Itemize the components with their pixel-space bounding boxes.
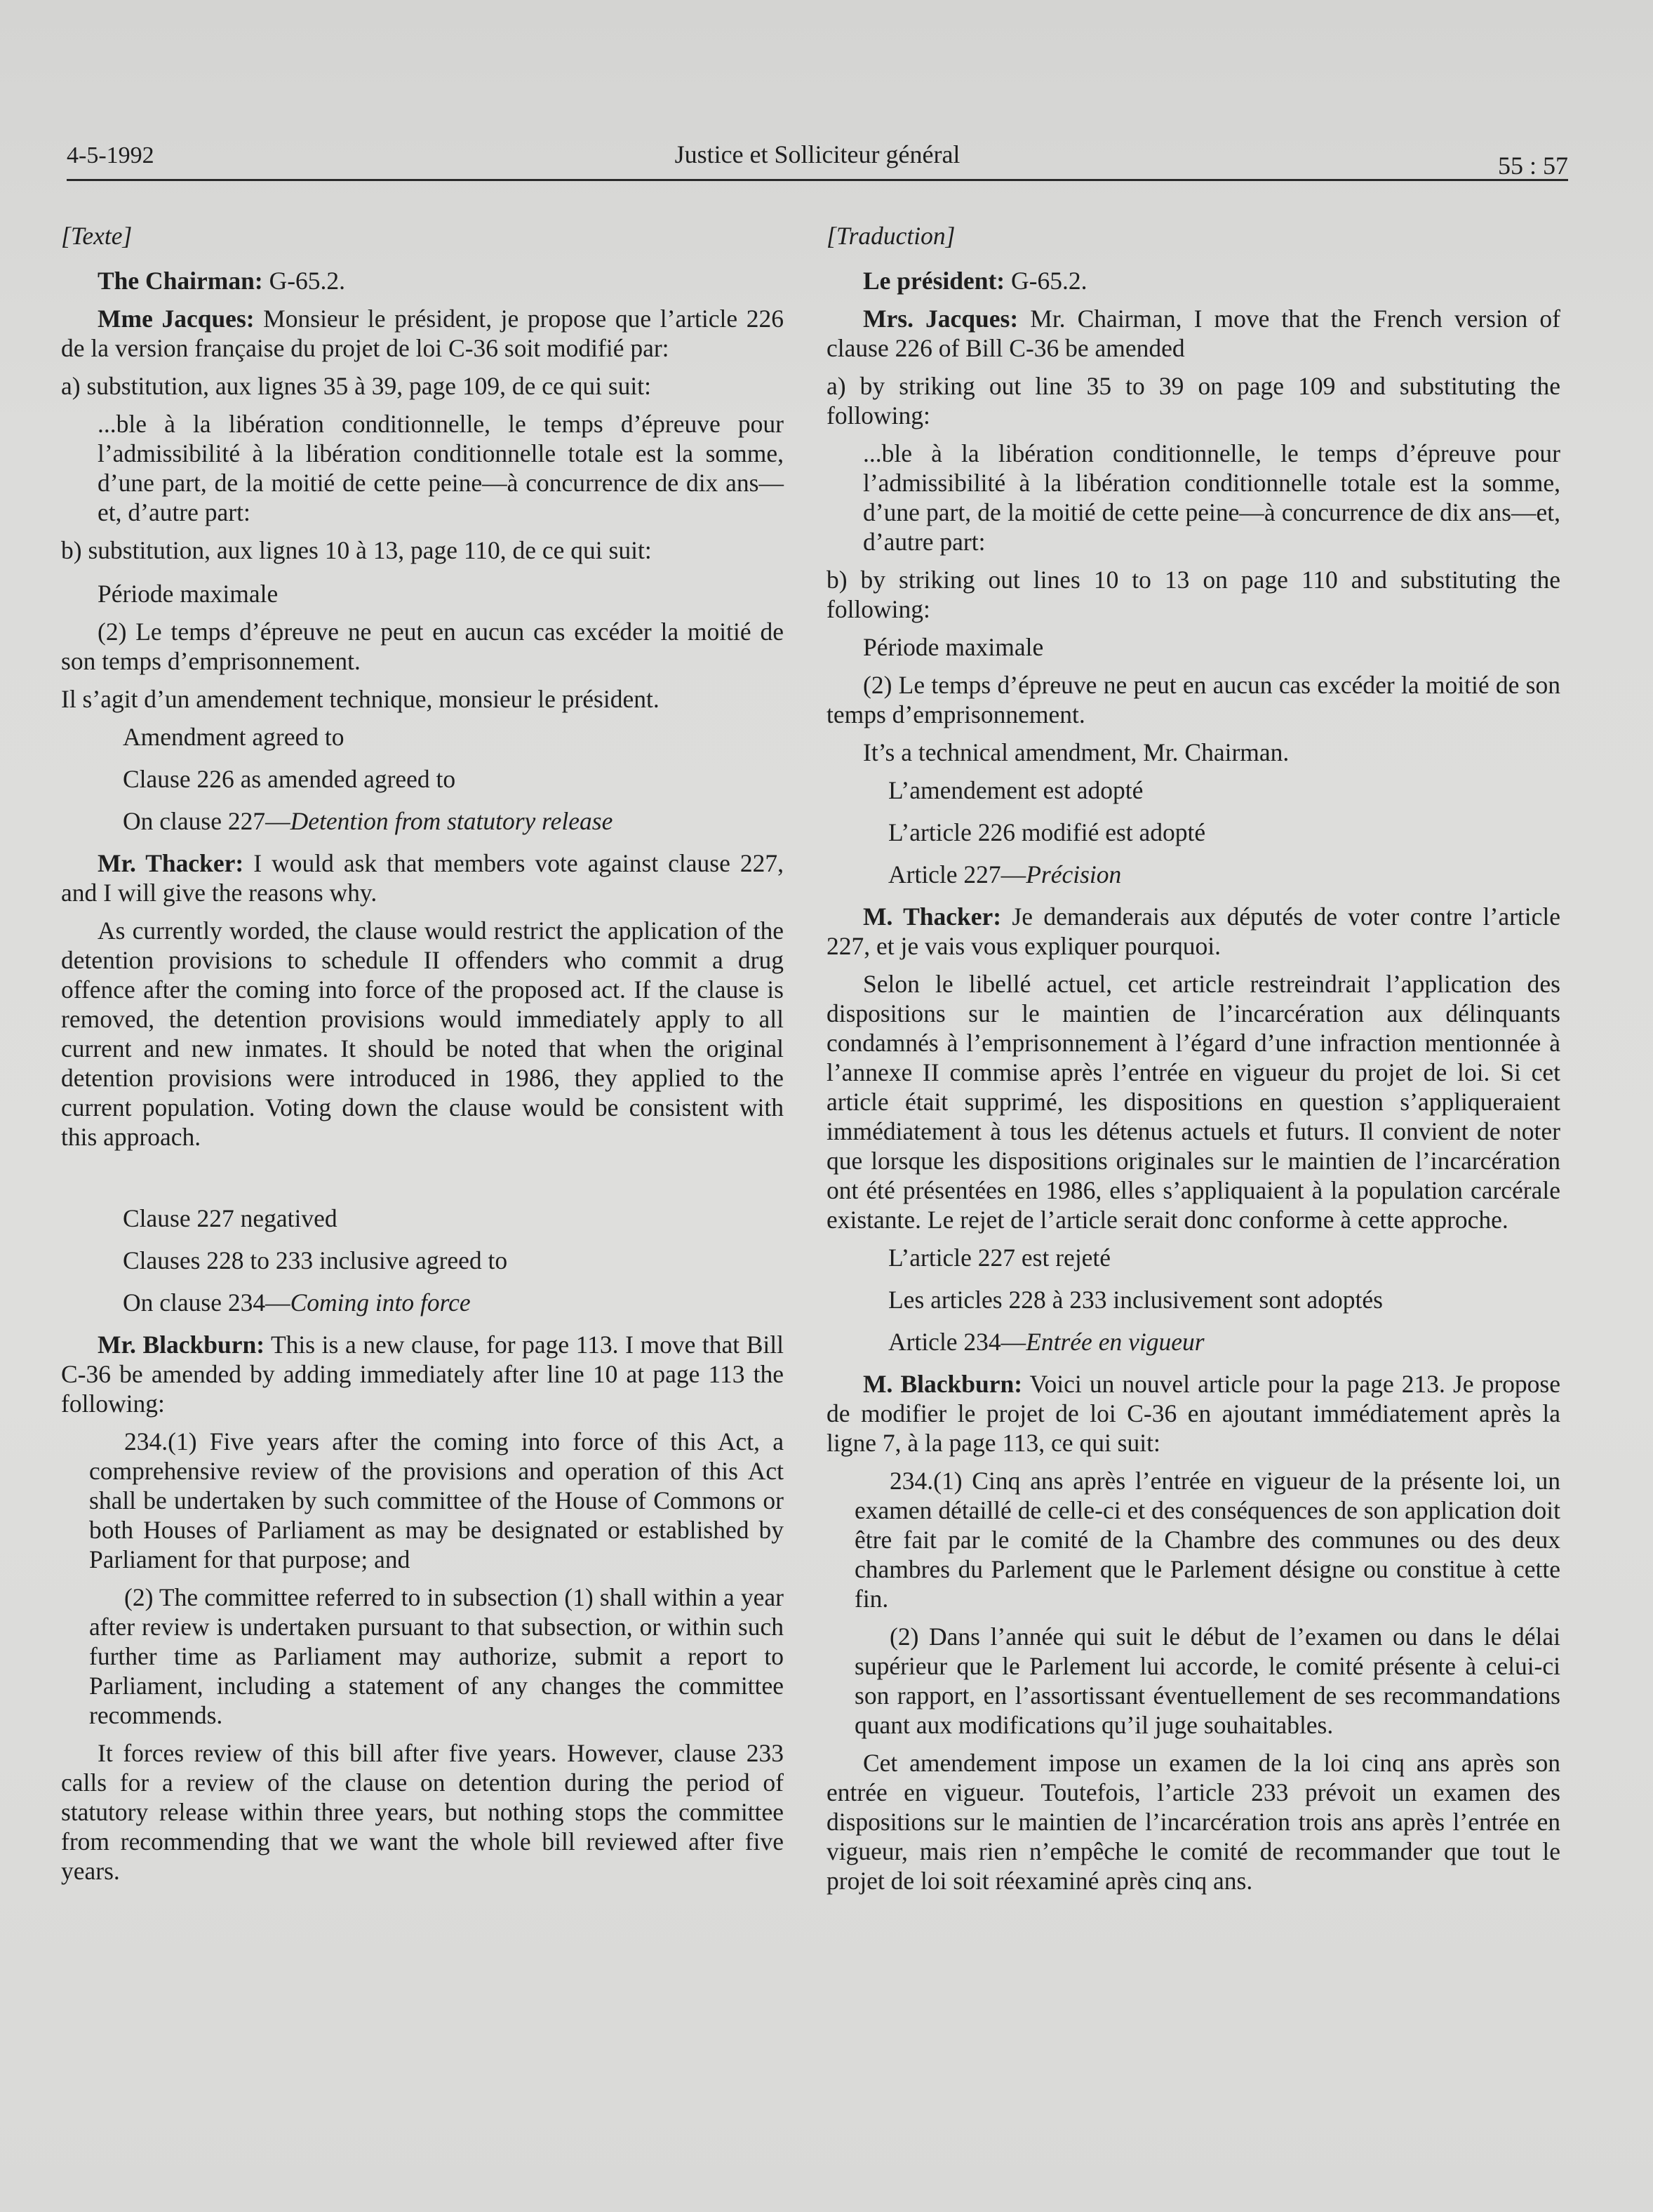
right-para-blackburn: M. Blackburn: Voici un nouvel article pour la page 213. Je propose de modifier le projet de loi C-36 en ajoutant immédiatement après la ligne 7, à la page 113, ce qui suit:	[826, 1370, 1561, 1457]
right-quote-234-1: 234.(1) Cinq ans après l’entrée en vigueur de la présente loi, un examen détaillé de celle-ci et des conséquences de son application doit être fait par le comité de la Chambre des communes ou des deux chambres du Parlement que le Parlement désigne ou constitue à cette fin.	[855, 1467, 1560, 1613]
right-para-thacker: M. Thacker: Je demanderais aux députés de voter contre l’article 227, et je vais vous expliquer pourquoi.	[826, 902, 1561, 960]
speaker-name: Mme Jacques:	[98, 305, 255, 333]
left-column	[61, 221, 784, 1894]
speaker-name: Mr. Blackburn:	[98, 1331, 265, 1359]
right-proc-228-233: Les articles 228 à 233 inclusivement sont adoptés	[888, 1286, 1383, 1314]
right-proc-227-negatived: L’article 227 est rejeté	[888, 1244, 1111, 1272]
left-para-explanation: As currently worded, the clause would restrict the application of the detention provisions to schedule II offenders who commit a drug offence after the coming into force of the proposed act. If the clause is removed, the detention provisions would immediately apply to all current and new inmates. It should be noted that when the original detention provisions were introduced in 1986, they applied to the current population. Voting down the clause would be consistent with this approach.	[61, 917, 784, 1151]
speaker-name: Mr. Thacker:	[98, 849, 244, 877]
right-column	[826, 221, 1560, 1904]
right-para-b: b) by striking out lines 10 to 13 on page 110 and substituting the following:	[826, 566, 1560, 623]
right-para-explanation: Selon le libellé actuel, cet article restreindrait l’application des dispositions sur le maintien de l’incarcération aux délinquants condamnés à l’emprisonnement à l’égard d’une infraction mentionnée à l’annexe II commise après l’entrée en vigueur du projet de loi. Si cet article était supprimé, les dispositions en question s’appliqueraient immédiatement à tous les détenus actuels et futurs. Il convient de noter que lorsque les dispositions originales sur le maintien de l’incarcération ont été présentées en 1986, elles s’appliquaient à la population carcérale existante. Le rejet de l’article serait donc conforme à cette approche.	[826, 970, 1560, 1234]
left-quote-234-1: 234.(1) Five years after the coming into force of this Act, a comprehensive review of the provisions and operation of this Act shall be undertaken by such committee of the House of Commons or both Houses of Parliament as may be designated or established by Parliament for that purpose; and	[89, 1427, 784, 1573]
left-para-2: (2) Le temps d’épreuve ne peut en aucun cas excéder la moitié de son temps d’emprisonnement.	[61, 618, 784, 675]
left-proc-228-233: Clauses 228 to 233 inclusive agreed to	[123, 1246, 508, 1274]
right-quote-234-2: (2) Dans l’année qui suit le début de l’examen ou dans le délai supérieur que le Parlement lui accorde, le comité présente à celui-ci son rapport, en l’assortissant éventuellement de ses recommandations quant aux modifications qu’il juge souhaitables.	[855, 1623, 1560, 1739]
right-proc-clause-227: Article 227—Précision	[888, 860, 1122, 888]
right-proc-amendment-agreed: L’amendement est adopté	[888, 776, 1144, 804]
right-para-jacques: Mrs. Jacques: Mr. Chairman, I move that the French version of clause 226 of Bill C-36 be amended	[826, 305, 1560, 362]
left-para-a: a) substitution, aux lignes 35 à 39, page 109, de ce qui suit:	[61, 372, 652, 400]
left-quote-234-2: (2) The committee referred to in subsection (1) shall within a year after review is undertaken pursuant to that subsection, or within such further time as Parliament may authorize, submit a report to Parliament, including a statement of any changes the committee recommends.	[89, 1583, 784, 1729]
speaker-name: M. Blackburn:	[863, 1370, 1023, 1398]
right-para-review: Cet amendement impose un examen de la loi cinq ans après son entrée en vigueur. Toutefois, l’article 233 prévoit un examen des dispositions sur le maintien de l’incarcération trois ans après l’entrée en vigueur, mais rien n’empêche le comité de recommander que tout le projet de loi soit réexaminé après cinq ans.	[826, 1749, 1560, 1895]
left-para-b: b) substitution, aux lignes 10 à 13, page 110, de ce qui suit:	[61, 536, 652, 564]
right-amend-text: ...ble à la libération conditionnelle, le temps d’épreuve pour l’admissibilité à la libération conditionnelle totale est la somme, d’une part, de la moitié de cette peine—à concurrence de dix ans—et, d’autre part:	[863, 439, 1560, 556]
right-para-technical: It’s a technical amendment, Mr. Chairman.	[863, 738, 1290, 766]
left-proc-clause-234: On clause 234—Coming into force	[123, 1288, 471, 1317]
right-proc-clause-234: Article 234—Entrée en vigueur	[888, 1328, 1205, 1356]
left-para-review: It forces review of this bill after five years. However, clause 233 calls for a review of the clause on detention during the period of statutory release within three years, but nothing stops the committee from recommending that we want the whole bill reviewed after five years.	[61, 1739, 784, 1885]
left-proc-227-negatived: Clause 227 negatived	[123, 1204, 337, 1232]
speaker-name: The Chairman:	[98, 267, 263, 295]
left-heading-periode: Période maximale	[98, 580, 279, 608]
left-para-jacques: Mme Jacques: Monsieur le président, je propose que l’article 226 de la version française du projet de loi C-36 soit modifié par:	[61, 305, 784, 362]
right-para-a: a) by striking out line 35 to 39 on page 109 and substituting the following:	[826, 372, 1560, 429]
left-proc-clause-226: Clause 226 as amended agreed to	[123, 765, 456, 793]
right-proc-clause-226: L’article 226 modifié est adopté	[888, 818, 1206, 846]
header-title: Justice et Solliciteur général	[674, 140, 961, 168]
right-column-tag: [Traduction]	[826, 222, 956, 250]
left-amend-text: ...ble à la libération conditionnelle, le temps d’épreuve pour l’admissibilité à la libération conditionnelle totale est la somme, d’une part, de la moitié de cette peine—à concurrence de dix ans—et, d’autre part:	[98, 410, 784, 526]
speaker-name: Mrs. Jacques:	[863, 305, 1019, 333]
page-header	[67, 137, 1568, 181]
header-page-number: 55 : 57	[1497, 152, 1568, 180]
speaker-name: M. Thacker:	[863, 902, 1002, 931]
right-para-chairman: Le président: G-65.2.	[863, 267, 1088, 295]
header-date: 4-5-1992	[67, 142, 154, 168]
speaker-name: Le président:	[863, 267, 1005, 295]
left-proc-amendment-agreed: Amendment agreed to	[123, 723, 344, 751]
left-para-blackburn: Mr. Blackburn: This is a new clause, for page 113. I move that Bill C-36 be amended by adding immediately after line 10 at page 113 the following:	[61, 1331, 784, 1418]
left-proc-clause-227: On clause 227—Detention from statutory release	[123, 807, 613, 835]
right-heading-periode: Période maximale	[863, 633, 1044, 661]
left-para-chairman: The Chairman: G-65.2.	[98, 267, 346, 295]
right-para-2: (2) Le temps d’épreuve ne peut en aucun cas excéder la moitié de son temps d’emprisonnement.	[826, 671, 1560, 728]
left-para-thacker: Mr. Thacker: I would ask that members vote against clause 227, and I will give the reasons why.	[61, 849, 784, 907]
left-column-tag: [Texte]	[61, 222, 133, 250]
left-para-technical: Il s’agit d’un amendement technique, monsieur le président.	[61, 685, 660, 713]
